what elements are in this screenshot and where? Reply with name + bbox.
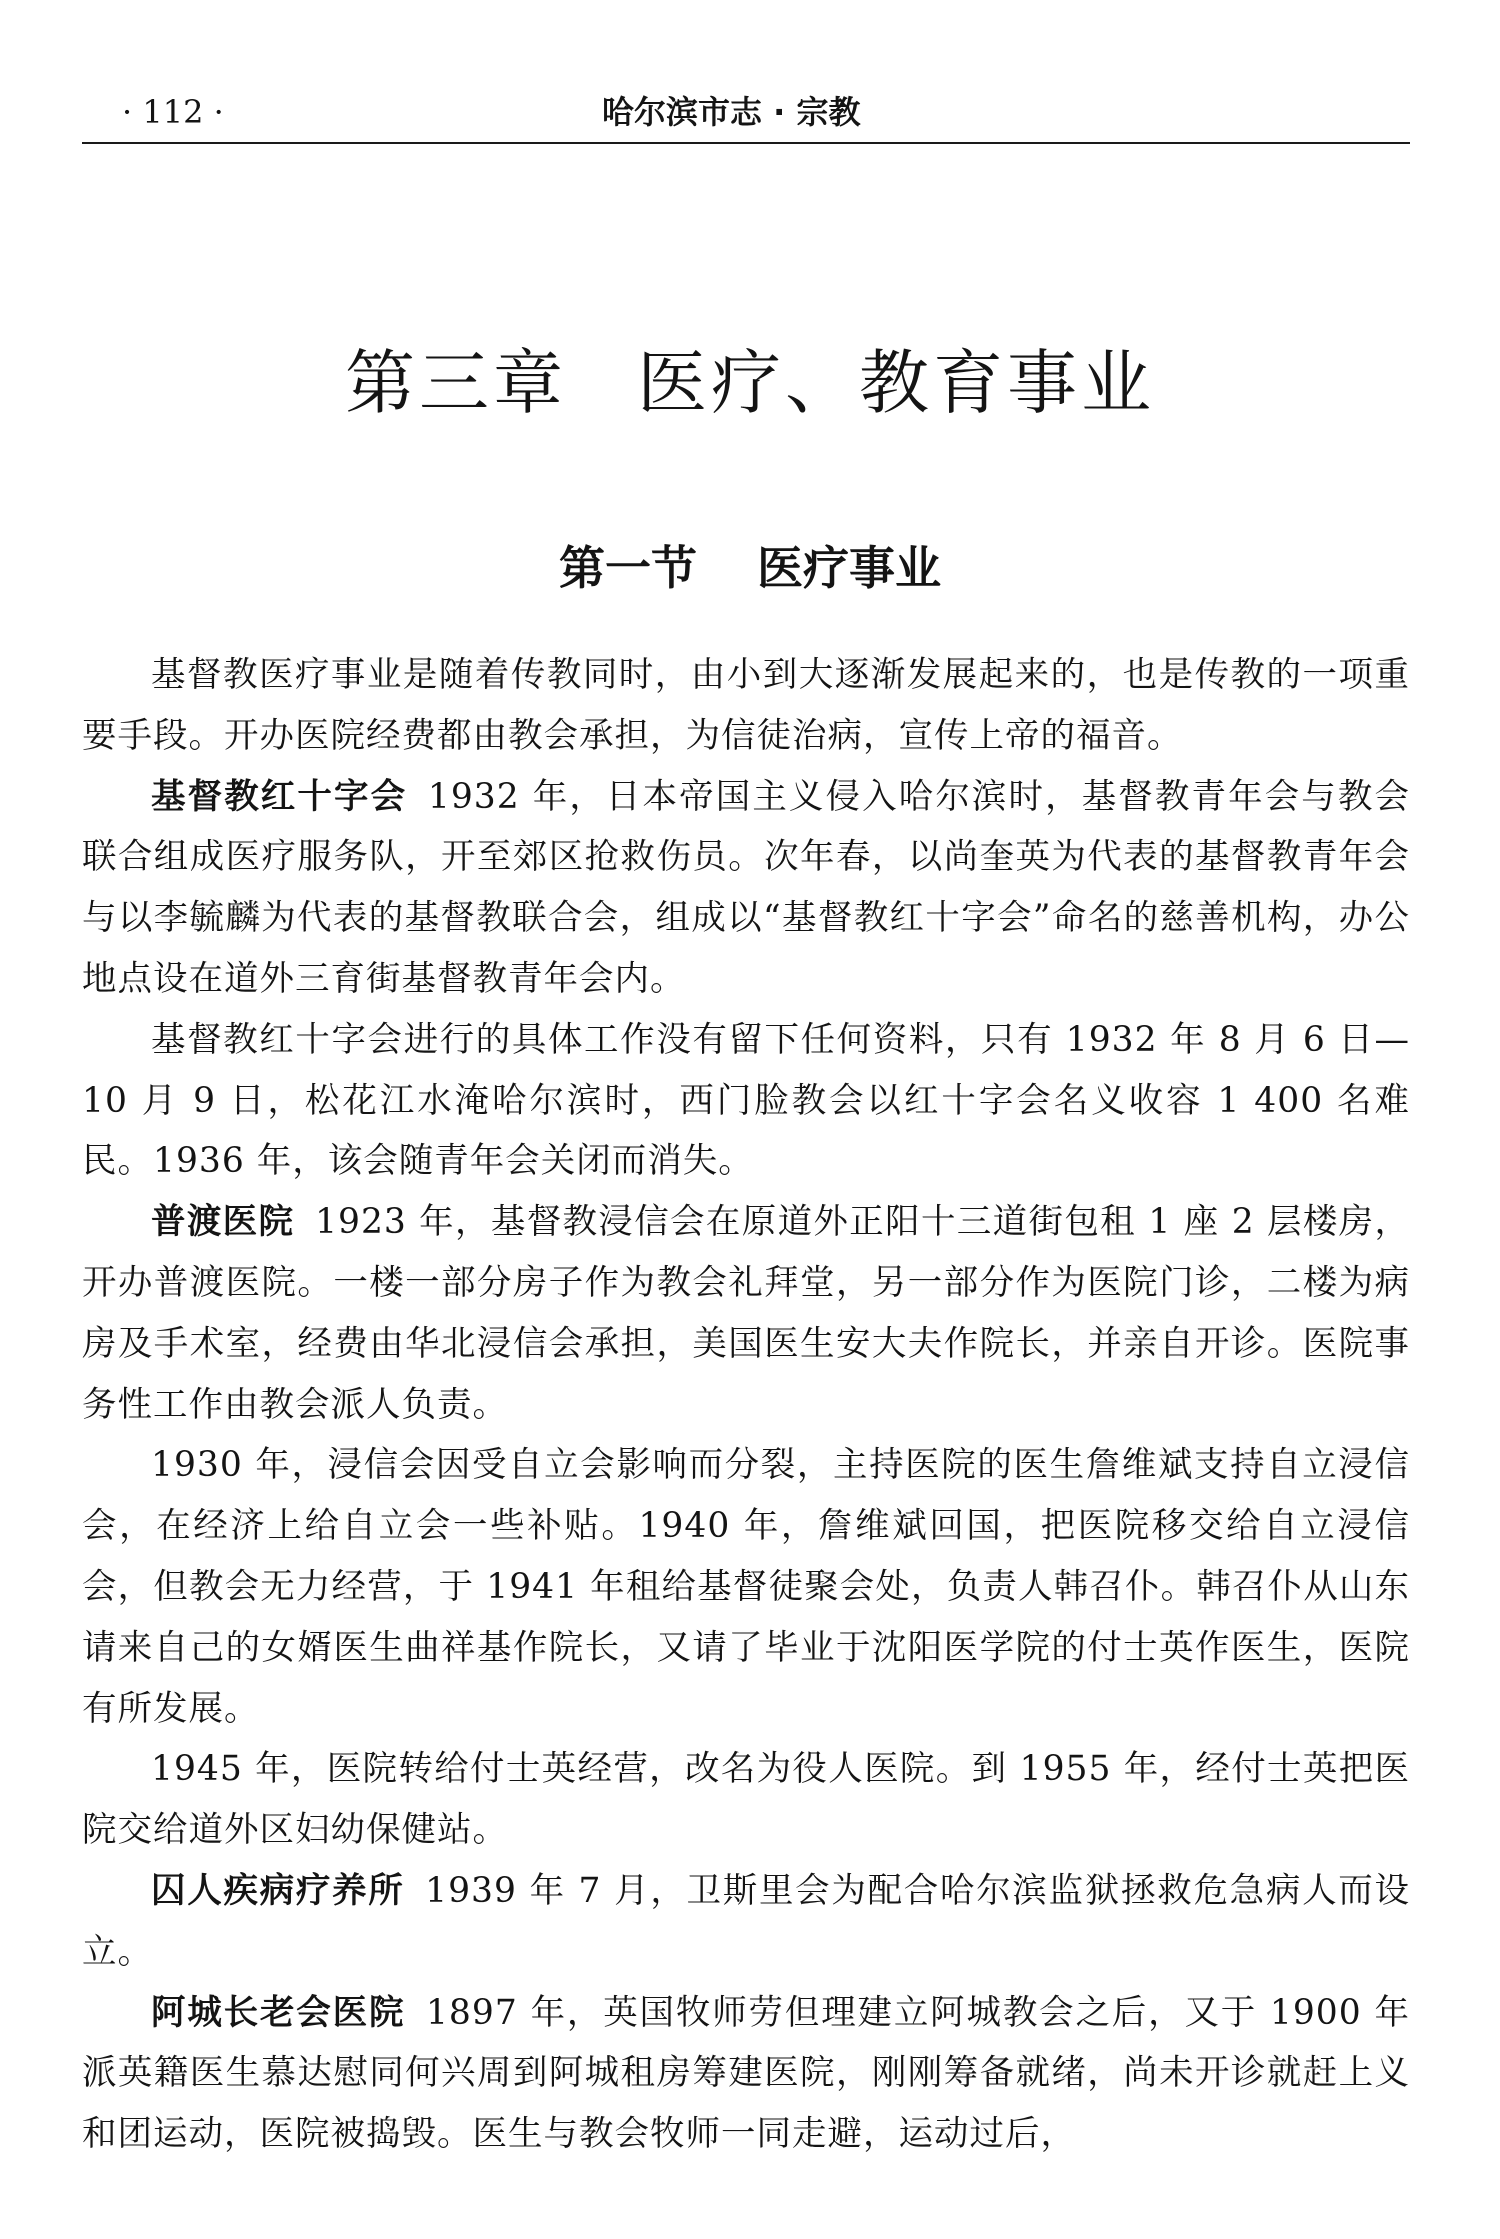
- section-number: 第一节: [559, 541, 697, 595]
- paragraph-text: 1923 年，基督教浸信会在原道外正阳十三道街包租 1 座 2 层楼房，开办普渡医院。一楼一部分房子作为教会礼拜堂，另一部分作为医院门诊，二楼为病房及手术室，经费由华北浸信会承担，美国医生安大夫作院长，并亲自开诊。医院事务性工作由教会派人负责。: [82, 1202, 1411, 1425]
- chapter-title: 医疗、教育事业: [637, 342, 1155, 424]
- section-heading: [0, 536, 1500, 600]
- chapter-number: 第三章: [345, 342, 567, 424]
- paragraph: [82, 1983, 1410, 2165]
- paragraph-lead-heading: 基督教红十字会: [151, 776, 408, 817]
- paragraph-text: 基督教红十字会进行的具体工作没有留下任何资料，只有 1932 年 8 月 6 日—10 月 9 日，松花江水淹哈尔滨时，西门脸教会以红十字会名义收容 1 400 名难民。1936 年，该会随青年会关闭而消失。: [82, 1019, 1410, 1182]
- paragraph: [82, 1010, 1410, 1192]
- running-title: 哈尔滨市志 · 宗教: [602, 93, 861, 131]
- header-rule: [82, 142, 1410, 144]
- paragraph-lead-heading: 普渡医院: [151, 1202, 295, 1243]
- body-text: [82, 645, 1410, 2165]
- paragraph-text: 1932 年，日本帝国主义侵入哈尔滨时，基督教青年会与教会联合组成医疗服务队，开至郊区抢救伤员。次年春，以尚奎英为代表的基督教青年会与以李毓麟为代表的基督教联合会，组成以“基督教红十字会”命名的慈善机构，办公地点设在道外三育街基督教青年会内。: [82, 776, 1410, 999]
- paragraph-lead-heading: 囚人疾病疗养所: [151, 1870, 405, 1911]
- paragraph: [82, 1192, 1410, 1435]
- paragraph: [82, 645, 1410, 767]
- paragraph-text: 1945 年，医院转给付士英经营，改名为役人医院。到 1955 年，经付士英把医院交给道外区妇幼保健站。: [82, 1749, 1410, 1851]
- paragraph: [82, 767, 1410, 1010]
- paragraph-text: 1939 年 7 月，卫斯里会为配合哈尔滨监狱拯救危急病人而设立。: [82, 1870, 1411, 1972]
- paragraph-text: 1897 年，英国牧师劳但理建立阿城教会之后，又于 1900 年派英籍医生慕达慰同何兴周到阿城租房筹建医院，刚刚筹备就绪，尚未开诊就赶上义和团运动，医院被捣毁。医生与教会牧师一同走避，运动过后，: [82, 1992, 1411, 2155]
- paragraph-lead-heading: 阿城长老会医院: [151, 1992, 406, 2033]
- running-header: [82, 86, 1410, 138]
- page-number: · 112 ·: [122, 93, 224, 131]
- paragraph-text: 1930 年，浸信会因受自立会影响而分裂，主持医院的医生詹维斌支持自立浸信会，在经济上给自立会一些补贴。1940 年，詹维斌回国，把医院移交给自立浸信会，但教会无力经营，于 1941 年租给基督徒聚会处，负责人韩召仆。韩召仆从山东请来自己的女婿医生曲祥基作院长，又请了毕业于沈阳医学院的付士英作医生，医院有所发展。: [82, 1445, 1410, 1729]
- section-title: 医疗事业: [757, 541, 941, 595]
- paragraph-text: 基督教医疗事业是随着传教同时，由小到大逐渐发展起来的，也是传教的一项重要手段。开办医院经费都由教会承担，为信徒治病，宣传上帝的福音。: [82, 655, 1410, 756]
- chapter-heading: [0, 338, 1500, 428]
- paragraph: [82, 1739, 1410, 1861]
- paragraph: [82, 1435, 1410, 1739]
- paragraph: [82, 1861, 1410, 1983]
